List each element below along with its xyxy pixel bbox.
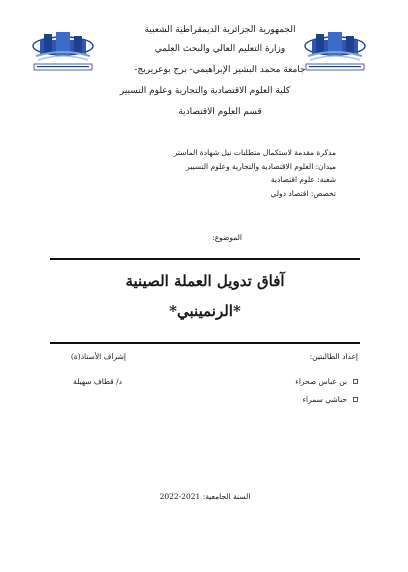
supervisor-label: إشراف الأستاذ(ة) <box>70 352 126 361</box>
student-name: حناشي سمراء <box>302 394 347 404</box>
title-rule-bottom <box>50 342 360 344</box>
memo-branch: شعبة: علوم اقتصادية <box>270 175 336 184</box>
prepared-by-label: إعداد الطالبتين: <box>309 352 358 361</box>
thesis-title: آفاق تدويل العملة الصينية <box>125 272 285 290</box>
memo-block <box>174 146 336 200</box>
students-list <box>295 372 358 408</box>
academic-year: السنة الجامعية: 2021-2022 <box>159 492 251 501</box>
supervisor-name: د/ قطاف سهيلة <box>73 376 122 386</box>
university-logo-left <box>26 30 100 74</box>
list-item <box>295 372 358 390</box>
ministry-heading: وزارة التعليم العالي والبحث العلمي <box>154 44 286 54</box>
student-name: بن عباس صحراء <box>295 376 347 386</box>
memo-field: ميدان: العلوم الاقتصادية والتجارية وعلوم التسيير <box>186 161 336 171</box>
list-item <box>295 390 358 408</box>
bullet-icon <box>353 379 358 384</box>
title-rule-top <box>50 258 360 260</box>
faculty-heading: كلية العلوم الاقتصادية والتجارية وعلوم التسيير <box>119 86 291 96</box>
subject-label: الموضوع: <box>212 233 242 242</box>
university-heading: جامعة محمد البشير الإبراهيمي- برج بوعريريج- <box>134 65 306 75</box>
memo-purpose: مذكرة مقدمة لاستكمال متطلبات نيل شهادة الماستر <box>173 148 336 157</box>
bullet-icon <box>353 397 358 402</box>
memo-specialty: تخصص: اقتصاد دولي <box>270 188 336 198</box>
thesis-subtitle: *الرنمينبي* <box>169 302 241 320</box>
republic-heading: الجمهورية الجزائرية الديمقراطية الشعبية <box>144 25 296 35</box>
department-heading: قسم العلوم الاقتصادية <box>178 107 262 117</box>
